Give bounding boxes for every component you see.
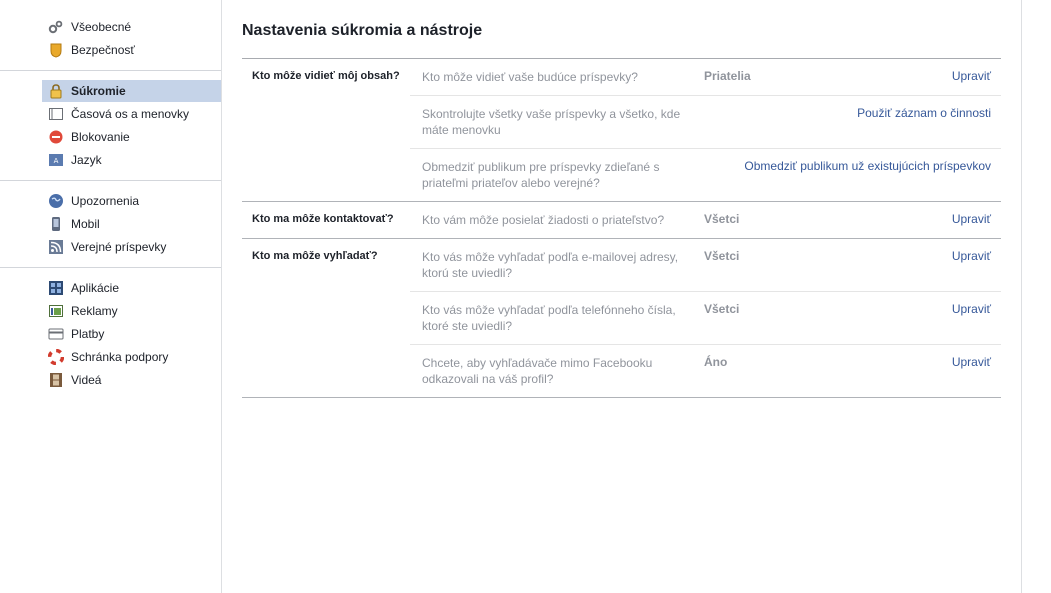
setting-row	[410, 95, 1001, 148]
setting-question: Obmedziť publikum pre príspevky zdieľané s priateľmi priateľov alebo verejné?	[422, 160, 660, 190]
section-rows	[410, 59, 1001, 201]
sidebar-item-label: Reklamy	[71, 304, 118, 318]
setting-row	[410, 59, 1001, 95]
setting-question: Kto vám môže posielať žiadosti o priateľstvo?	[422, 213, 665, 227]
card-icon	[48, 326, 64, 342]
section-who-can-look-up	[242, 239, 1001, 398]
section-who-can-see	[242, 59, 1001, 202]
setting-value: Všetci	[704, 249, 740, 263]
setting-value	[704, 106, 784, 138]
edit-link[interactable]: Upraviť	[951, 302, 991, 316]
sidebar-item-support-inbox[interactable]	[42, 346, 221, 368]
lock-icon	[48, 83, 64, 99]
sidebar-divider-line	[221, 0, 222, 593]
sidebar-item-general[interactable]	[42, 16, 221, 38]
gears-icon	[48, 19, 64, 35]
sidebar-item-blocking[interactable]	[42, 126, 221, 148]
language-icon	[48, 152, 64, 168]
sidebar-item-timeline[interactable]	[42, 103, 221, 125]
setting-value: Všetci	[704, 212, 740, 226]
page-title: Nastavenia súkromia a nástroje	[242, 22, 483, 39]
sidebar-item-label: Schránka podpory	[71, 350, 169, 364]
lifebuoy-icon	[48, 349, 64, 365]
badge-icon	[48, 42, 64, 58]
setting-value: Priatelia	[704, 69, 751, 83]
setting-question: Chcete, aby vyhľadávače mimo Facebooku odkazovali na váš profil?	[422, 356, 653, 386]
section-who-can-contact	[242, 202, 1001, 239]
setting-question: Kto môže vidieť vaše budúce príspevky?	[422, 70, 638, 84]
sidebar-divider	[0, 267, 221, 268]
setting-row	[410, 344, 1001, 397]
sidebar-item-label: Súkromie	[71, 84, 126, 98]
settings-table	[242, 58, 1001, 398]
sidebar-group-apps	[42, 277, 221, 391]
edit-link[interactable]: Upraviť	[951, 69, 991, 83]
sidebar-item-label: Aplikácie	[71, 281, 120, 295]
sidebar-item-mobile[interactable]	[42, 213, 221, 235]
limit-past-posts-link[interactable]: Obmedziť publikum už existujúcich príspevkov	[744, 159, 991, 173]
edit-link[interactable]: Upraviť	[951, 355, 991, 369]
sidebar-item-ads[interactable]	[42, 300, 221, 322]
sidebar-item-label: Mobil	[71, 217, 100, 231]
apps-icon	[48, 280, 64, 296]
sidebar-item-label: Bezpečnosť	[71, 43, 135, 57]
edit-link[interactable]: Upraviť	[951, 212, 991, 226]
setting-row	[410, 291, 1001, 344]
setting-row	[410, 148, 1001, 201]
section-rows	[410, 202, 1001, 238]
ads-icon	[48, 303, 64, 319]
sidebar-item-language[interactable]	[42, 149, 221, 171]
setting-value: Všetci	[704, 302, 740, 316]
section-rows	[410, 239, 1001, 397]
sidebar-item-label: Časová os a menovky	[71, 107, 190, 121]
setting-question: Kto vás môže vyhľadať podľa e-mailovej adresy, ktorú ste uviedli?	[422, 250, 679, 280]
sidebar-divider	[0, 180, 221, 181]
section-heading: Kto ma môže vyhľadať?	[252, 250, 378, 262]
film-icon	[48, 372, 64, 388]
activity-log-link[interactable]: Použiť záznam o činnosti	[857, 106, 991, 120]
edit-link[interactable]: Upraviť	[951, 249, 991, 263]
sidebar-item-videos[interactable]	[42, 369, 221, 391]
rss-icon	[48, 239, 64, 255]
setting-row	[410, 239, 1001, 291]
setting-value: Áno	[704, 355, 728, 369]
content-right-border	[1021, 0, 1022, 593]
sidebar-item-payments[interactable]	[42, 323, 221, 345]
timeline-icon	[48, 106, 64, 122]
sidebar-item-label: Všeobecné	[71, 20, 132, 34]
mobile-icon	[48, 216, 64, 232]
section-heading: Kto môže vidieť môj obsah?	[252, 70, 400, 82]
sidebar-group-account	[42, 16, 221, 61]
sidebar-item-privacy[interactable]	[42, 80, 221, 102]
setting-question: Kto vás môže vyhľadať podľa telefónneho čísla, ktoré ste uviedli?	[422, 303, 676, 333]
section-heading: Kto ma môže kontaktovať?	[252, 213, 394, 225]
sidebar-item-label: Verejné príspevky	[71, 240, 167, 254]
sidebar-item-security[interactable]	[42, 39, 221, 61]
globe-icon	[48, 193, 64, 209]
sidebar-item-notifications[interactable]	[42, 190, 221, 212]
sidebar-item-label: Upozornenia	[71, 194, 140, 208]
sidebar-group-notifications	[42, 190, 221, 258]
sidebar-group-privacy	[42, 80, 221, 171]
privacy-settings-main	[242, 0, 1001, 398]
sidebar-item-label: Videá	[71, 373, 102, 387]
sidebar-divider	[0, 70, 221, 71]
svg-text:A: A	[53, 157, 59, 165]
setting-question: Skontrolujte všetky vaše príspevky a všetko, kde máte menovku	[422, 107, 681, 137]
block-icon	[48, 129, 64, 145]
setting-row	[410, 202, 1001, 238]
sidebar-item-label: Platby	[71, 327, 105, 341]
sidebar-item-label: Jazyk	[71, 153, 102, 167]
sidebar-item-label: Blokovanie	[71, 130, 130, 144]
settings-sidebar	[42, 0, 221, 593]
sidebar-item-public-posts[interactable]	[42, 236, 221, 258]
sidebar-item-apps[interactable]	[42, 277, 221, 299]
